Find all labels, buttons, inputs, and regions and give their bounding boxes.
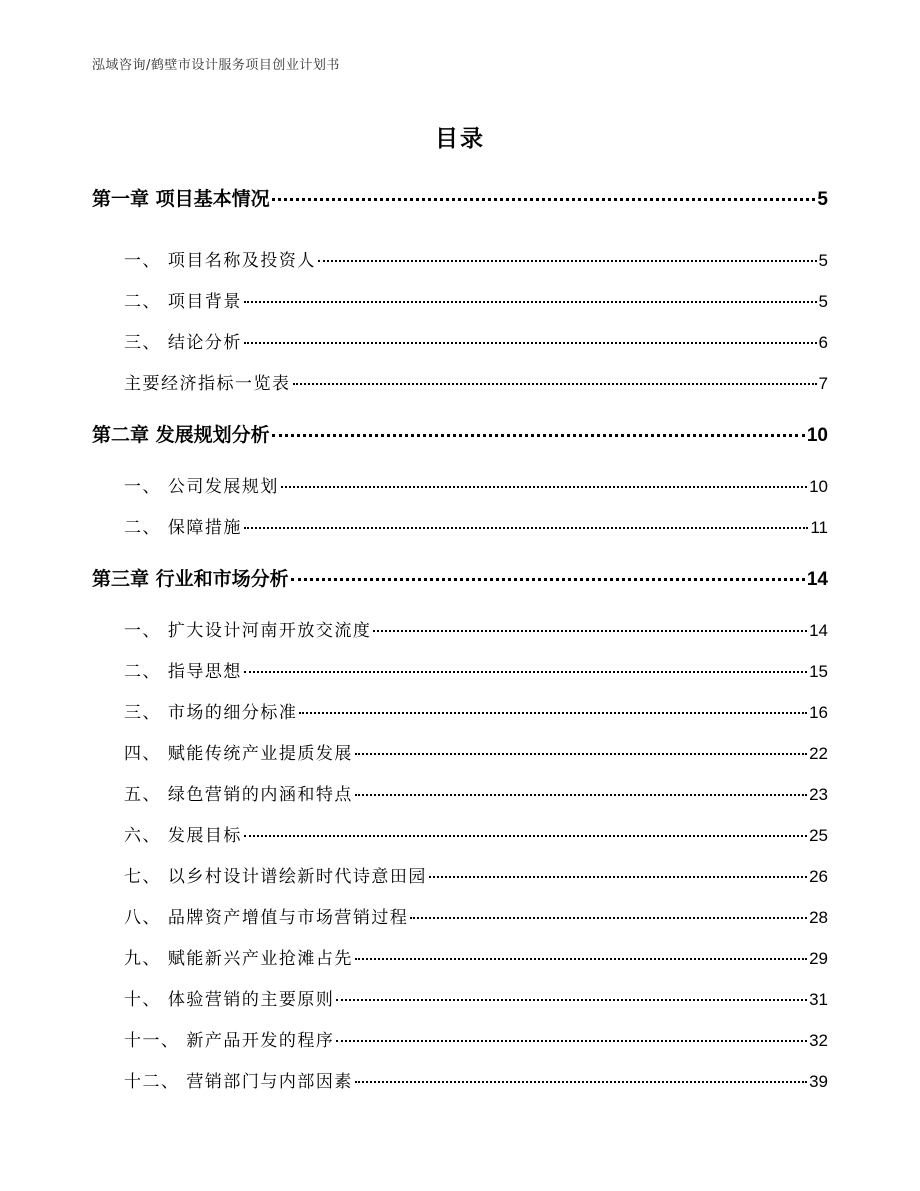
dot-leader xyxy=(281,486,807,488)
dot-leader xyxy=(318,260,817,262)
toc-chapter-3[interactable] xyxy=(92,564,828,591)
toc-section-3-1[interactable] xyxy=(124,616,828,641)
dot-leader xyxy=(355,958,807,960)
toc-entry-page: 10 xyxy=(806,425,828,446)
toc-chapter-2[interactable] xyxy=(92,420,828,447)
toc-entry-page: 5 xyxy=(818,251,828,270)
toc-entry-page: 6 xyxy=(818,333,828,352)
toc-entry-label: 一、 公司发展规划 xyxy=(124,477,279,497)
toc-entry-label: 二、 保障措施 xyxy=(124,518,242,538)
toc-entry-label: 十、 体验营销的主要原则 xyxy=(124,990,335,1010)
dot-leader xyxy=(373,630,807,632)
dot-leader xyxy=(429,876,807,878)
dot-leader xyxy=(244,301,817,303)
toc-section-1-1[interactable] xyxy=(124,246,828,271)
dot-leader xyxy=(293,383,817,385)
toc-entry-label: 十一、 新产品开发的程序 xyxy=(124,1031,335,1051)
toc-entry-label: 第三章 行业和市场分析 xyxy=(92,568,289,590)
toc-entry-page: 25 xyxy=(809,826,828,845)
toc-entry-page: 26 xyxy=(809,867,828,886)
toc-entry-label: 五、 绿色营销的内涵和特点 xyxy=(124,785,353,805)
toc-entry-page: 28 xyxy=(809,908,828,927)
dot-leader xyxy=(244,671,807,673)
toc-entry-label: 一、 扩大设计河南开放交流度 xyxy=(124,621,372,641)
dot-leader xyxy=(272,198,816,201)
toc-section-2-1[interactable] xyxy=(124,472,828,497)
toc-entry-page: 29 xyxy=(809,949,828,968)
toc-section-1-3[interactable] xyxy=(124,328,828,353)
dot-leader xyxy=(244,527,808,529)
toc-entry-label: 六、 发展目标 xyxy=(124,826,242,846)
toc-entry-page: 32 xyxy=(809,1031,828,1050)
toc-entry-label: 四、 赋能传统产业提质发展 xyxy=(124,744,353,764)
dot-leader xyxy=(244,342,817,344)
toc-entry-page: 7 xyxy=(818,374,828,393)
toc-entry-label: 二、 指导思想 xyxy=(124,662,242,682)
toc-section-3-7[interactable] xyxy=(124,862,828,887)
dot-leader xyxy=(336,999,807,1001)
toc-entry-page: 16 xyxy=(809,703,828,722)
toc-entry-label: 第二章 发展规划分析 xyxy=(92,424,270,446)
toc-entry-label: 十二、 营销部门与内部因素 xyxy=(124,1072,353,1092)
toc-section-3-10[interactable] xyxy=(124,985,828,1010)
toc-entry-label: 三、 结论分析 xyxy=(124,333,242,353)
dot-leader xyxy=(355,794,807,796)
toc-entry-page: 5 xyxy=(817,189,828,210)
toc-section-3-5[interactable] xyxy=(124,780,828,805)
dot-leader xyxy=(355,1081,807,1083)
toc-entry-label: 第一章 项目基本情况 xyxy=(92,188,270,210)
toc-section-2-2[interactable] xyxy=(124,513,828,538)
toc-entry-label: 七、 以乡村设计谱绘新时代诗意田园 xyxy=(124,867,427,887)
toc-entry-page: 23 xyxy=(809,785,828,804)
toc-entry-page: 5 xyxy=(818,292,828,311)
toc-section-3-11[interactable] xyxy=(124,1026,828,1051)
toc-section-3-6[interactable] xyxy=(124,821,828,846)
toc-section-3-4[interactable] xyxy=(124,739,828,764)
dot-leader xyxy=(299,712,807,714)
toc-entry-label: 八、 品牌资产增值与市场营销过程 xyxy=(124,908,409,928)
toc-entry-label: 一、 项目名称及投资人 xyxy=(124,251,316,271)
toc-entry-page: 15 xyxy=(809,662,828,681)
toc-entry-label: 二、 项目背景 xyxy=(124,292,242,312)
dot-leader xyxy=(355,753,807,755)
toc-entry-page: 22 xyxy=(809,744,828,763)
toc-section-3-8[interactable] xyxy=(124,903,828,928)
toc-entry-page: 11 xyxy=(810,518,828,537)
toc-entry-page: 10 xyxy=(809,477,828,496)
toc-entry-page: 39 xyxy=(809,1072,828,1091)
toc-section-1-2[interactable] xyxy=(124,287,828,312)
dot-leader xyxy=(244,835,807,837)
toc-entry-page: 31 xyxy=(809,990,828,1009)
toc-entry-page: 14 xyxy=(809,621,828,640)
toc-chapter-1[interactable] xyxy=(92,184,828,211)
dot-leader xyxy=(410,917,807,919)
toc-entry-page: 14 xyxy=(806,569,828,590)
dot-leader xyxy=(336,1040,807,1042)
toc-title: 目录 xyxy=(435,126,485,152)
dot-leader xyxy=(291,578,805,581)
toc-section-3-12[interactable] xyxy=(124,1067,828,1092)
toc-entry-label: 主要经济指标一览表 xyxy=(124,374,291,394)
toc-section-3-2[interactable] xyxy=(124,657,828,682)
toc-section-3-3[interactable] xyxy=(124,698,828,723)
dot-leader xyxy=(272,434,805,437)
toc-entry-label: 三、 市场的细分标准 xyxy=(124,703,298,723)
toc-entry-label: 九、 赋能新兴产业抢滩占先 xyxy=(124,949,353,969)
running-header: 泓域咨询/鹤壁市设计服务项目创业计划书 xyxy=(92,58,340,73)
toc-section-3-9[interactable] xyxy=(124,944,828,969)
toc-section-1-4[interactable] xyxy=(124,369,828,394)
